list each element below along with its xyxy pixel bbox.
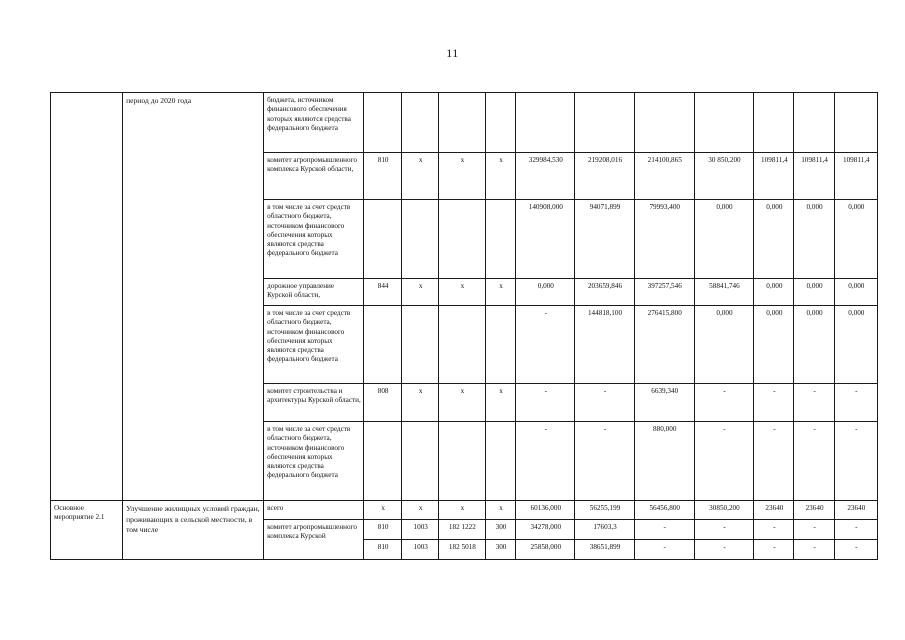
value-cell: 109811,4 <box>834 153 877 200</box>
value-cell: 17603,3 <box>575 520 635 540</box>
value-cell: 25858,000 <box>516 540 575 560</box>
value-cell <box>634 93 694 153</box>
event-status-cell: Основное мероприятие 2.1 <box>51 501 123 560</box>
value-cell: 23640 <box>834 501 877 520</box>
csr-cell: 182 5018 <box>439 540 485 560</box>
value-cell: - <box>754 520 794 540</box>
vr-cell: x <box>485 279 516 306</box>
csr-cell: x <box>439 279 485 306</box>
executor-cell: комитет агропромышленного комплекса Курской <box>264 520 364 560</box>
page-number: 11 <box>446 46 459 60</box>
vr-cell: 300 <box>485 520 516 540</box>
status-cell <box>51 93 123 501</box>
value-cell: 0,000 <box>834 279 877 306</box>
value-cell: 144818,100 <box>575 306 635 384</box>
value-cell: 23640 <box>794 501 834 520</box>
grbs-cell: 808 <box>364 384 402 422</box>
value-cell: 56456,800 <box>634 501 694 520</box>
value-cell: - <box>794 540 834 560</box>
grbs-cell: 810 <box>364 520 402 540</box>
value-cell: - <box>834 520 877 540</box>
value-cell: - <box>794 384 834 422</box>
value-cell <box>754 93 794 153</box>
value-cell: - <box>694 520 754 540</box>
value-cell: - <box>754 422 794 501</box>
table-row <box>51 93 878 153</box>
value-cell <box>516 93 575 153</box>
value-cell: 329984,530 <box>516 153 575 200</box>
value-cell: 0,000 <box>834 306 877 384</box>
executor-cell: в том числе за счет средств областного бюджета, источником финансового обеспечения которых являются средства федерального бюджета <box>264 422 364 501</box>
value-cell: 0,000 <box>516 279 575 306</box>
value-cell: 23640 <box>754 501 794 520</box>
rzpr-cell: x <box>402 279 439 306</box>
vr-cell <box>485 200 516 279</box>
grbs-cell: 810 <box>364 540 402 560</box>
vr-cell <box>485 422 516 501</box>
value-cell: 6639,340 <box>634 384 694 422</box>
value-cell: 79993,400 <box>634 200 694 279</box>
value-cell: 38651,899 <box>575 540 635 560</box>
csr-cell <box>439 306 485 384</box>
vr-cell <box>485 306 516 384</box>
vr-cell <box>485 93 516 153</box>
executor-cell: в том числе за счет средств областного бюджета, источником финансового обеспечения которых являются средства федерального бюджета <box>264 200 364 279</box>
vr-cell: x <box>485 153 516 200</box>
value-cell: - <box>516 306 575 384</box>
csr-cell: x <box>439 153 485 200</box>
value-cell: 140908,000 <box>516 200 575 279</box>
value-cell: 0,000 <box>754 306 794 384</box>
value-cell: 397257,546 <box>634 279 694 306</box>
value-cell: 0,000 <box>694 306 754 384</box>
executor-cell: всего <box>264 501 364 520</box>
value-cell: - <box>516 422 575 501</box>
rzpr-cell <box>402 200 439 279</box>
rzpr-cell: 1003 <box>402 540 439 560</box>
csr-cell: x <box>439 501 485 520</box>
grbs-cell: 810 <box>364 153 402 200</box>
value-cell: 30 850,200 <box>694 153 754 200</box>
rzpr-cell: x <box>402 153 439 200</box>
grbs-cell: x <box>364 501 402 520</box>
value-cell <box>694 93 754 153</box>
value-cell: 214100,865 <box>634 153 694 200</box>
value-cell: 0,000 <box>694 200 754 279</box>
csr-cell: 182 1222 <box>439 520 485 540</box>
value-cell: 34278,000 <box>516 520 575 540</box>
value-cell: - <box>754 540 794 560</box>
table-row <box>51 501 878 520</box>
value-cell: 30850,200 <box>694 501 754 520</box>
event-name-cell: Улучшение жилищных условий граждан, проживающих в сельской местности, в том числе <box>123 501 264 560</box>
value-cell <box>794 93 834 153</box>
executor-cell: комитет агропромышленного комплекса Курской области, <box>264 153 364 200</box>
value-cell <box>575 93 635 153</box>
value-cell: 276415,800 <box>634 306 694 384</box>
value-cell: 109811,4 <box>754 153 794 200</box>
vr-cell: x <box>485 384 516 422</box>
value-cell: - <box>694 540 754 560</box>
value-cell: - <box>834 384 877 422</box>
value-cell: 203659,846 <box>575 279 635 306</box>
executor-cell: дорожное управление Курской области, <box>264 279 364 306</box>
grbs-cell: 844 <box>364 279 402 306</box>
rzpr-cell: x <box>402 384 439 422</box>
grbs-cell <box>364 306 402 384</box>
value-cell: 0,000 <box>794 279 834 306</box>
value-cell: - <box>634 540 694 560</box>
csr-cell <box>439 200 485 279</box>
executor-cell: в том числе за счет средств областного бюджета, источником финансового обеспечения которых являются средства федерального бюджета <box>264 306 364 384</box>
value-cell: 0,000 <box>754 279 794 306</box>
rzpr-cell <box>402 306 439 384</box>
grbs-cell <box>364 93 402 153</box>
executor-cell: бюджета, источником финансового обеспечения которых являются средства федерального бюджета <box>264 93 364 153</box>
value-cell: - <box>834 422 877 501</box>
value-cell: - <box>575 422 635 501</box>
rzpr-cell <box>402 93 439 153</box>
csr-cell: x <box>439 384 485 422</box>
program-name-cell: период до 2020 года <box>123 93 264 501</box>
csr-cell <box>439 422 485 501</box>
executor-cell: комитет строительства и архитектуры Курской области, <box>264 384 364 422</box>
value-cell: - <box>834 540 877 560</box>
budget-table <box>50 92 878 560</box>
value-cell: 60136,000 <box>516 501 575 520</box>
value-cell: 58841,746 <box>694 279 754 306</box>
value-cell: 0,000 <box>754 200 794 279</box>
value-cell: 56255,199 <box>575 501 635 520</box>
value-cell: 94071,899 <box>575 200 635 279</box>
value-cell: 109811,4 <box>794 153 834 200</box>
value-cell: - <box>794 422 834 501</box>
grbs-cell <box>364 422 402 501</box>
value-cell: - <box>694 384 754 422</box>
value-cell: - <box>754 384 794 422</box>
vr-cell: x <box>485 501 516 520</box>
value-cell: 0,000 <box>794 306 834 384</box>
rzpr-cell: 1003 <box>402 520 439 540</box>
value-cell <box>834 93 877 153</box>
value-cell: - <box>634 520 694 540</box>
value-cell: 880,000 <box>634 422 694 501</box>
value-cell: - <box>694 422 754 501</box>
rzpr-cell: x <box>402 501 439 520</box>
vr-cell: 300 <box>485 540 516 560</box>
value-cell: 0,000 <box>794 200 834 279</box>
value-cell: - <box>794 520 834 540</box>
value-cell: - <box>575 384 635 422</box>
value-cell: - <box>516 384 575 422</box>
csr-cell <box>439 93 485 153</box>
grbs-cell <box>364 200 402 279</box>
value-cell: 219208,016 <box>575 153 635 200</box>
rzpr-cell <box>402 422 439 501</box>
value-cell: 0,000 <box>834 200 877 279</box>
